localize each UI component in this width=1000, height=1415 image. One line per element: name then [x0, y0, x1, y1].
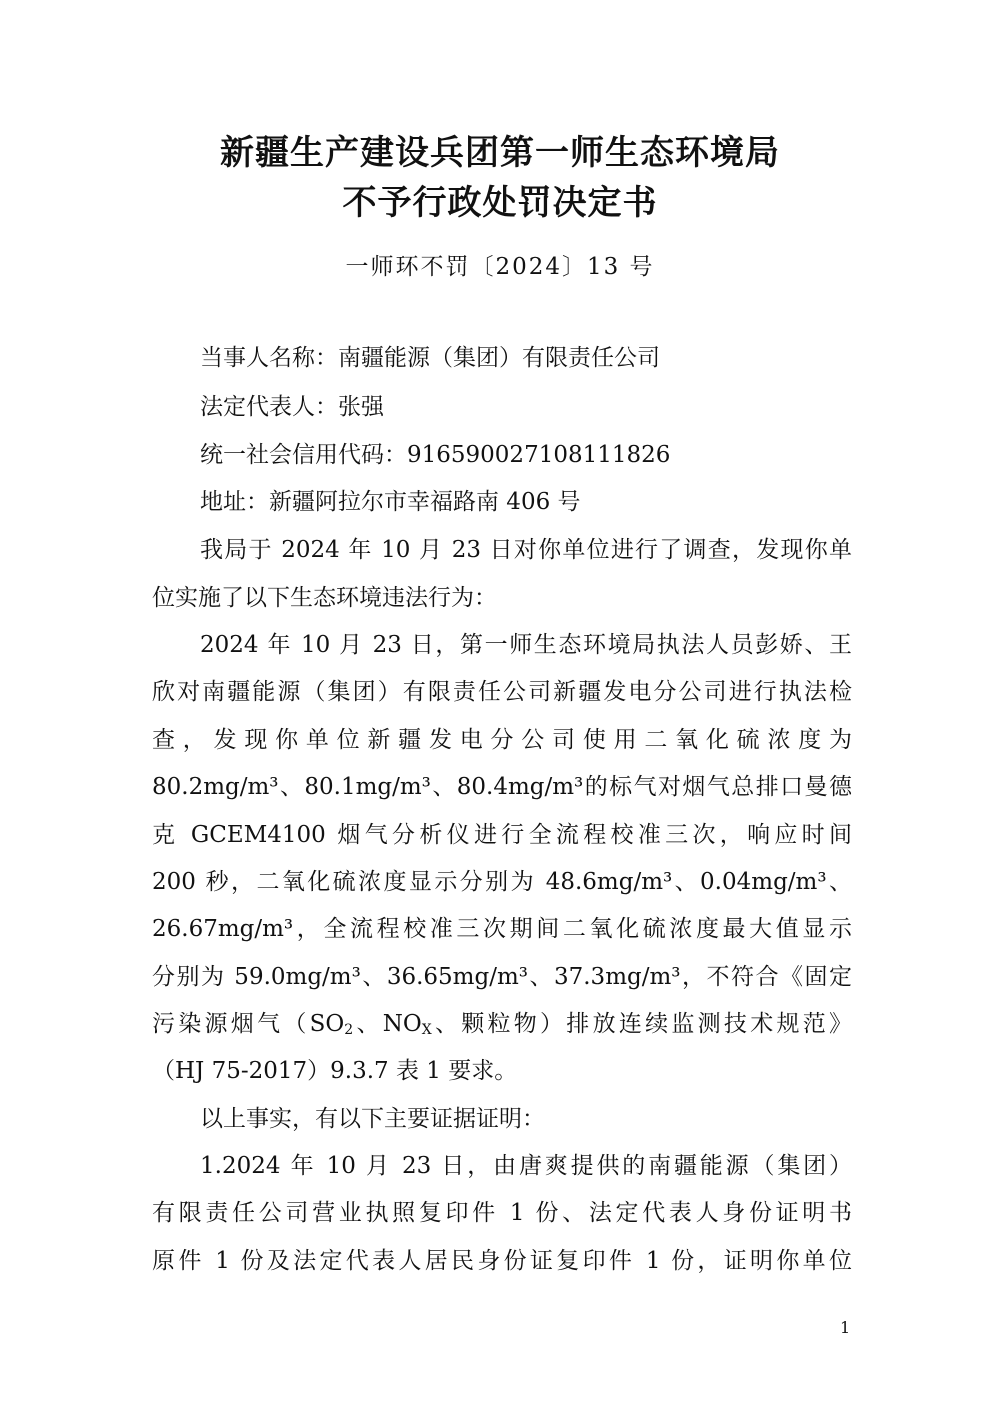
credit-code: 统一社会信用代码：91659002710811182​6	[200, 442, 671, 468]
paragraph-line: 分别为 59.0mg/m³、36.65mg/m³、37.3mg/m³，不符合《固定	[152, 964, 852, 990]
paragraph-line: 200 秒，二氧化硫浓度显示分别为 48.6mg/m³、0.04mg/m³、	[152, 869, 852, 895]
legal-representative: 法定代表人：张强	[200, 394, 384, 420]
paragraph-line: 有限责任公司营业执照复印件 1 份、法定代表人身份证明书	[152, 1200, 852, 1226]
paragraph-line: 欣对南疆能源（集团）有限责任公司新疆发电分公司进行执法检	[152, 679, 852, 705]
paragraph-line: 克 GCEM4100 烟气分析仪进行全流程校准三次，响应时间	[152, 822, 852, 848]
document-number: 一师环不罚〔2024〕13 号	[345, 254, 655, 280]
paragraph-line: 2024 年 10 月 23 日，第一师生态环境局执法人员彭娇、王	[200, 632, 852, 658]
page-number: 1	[840, 1318, 851, 1337]
paragraph-line: 80.2mg/m³、80.1mg/m³、80.4mg/m³的标气对烟气总排口曼德	[152, 774, 852, 800]
paragraph-line: 26.67mg/m³，全流程校准三次期间二氧化硫浓度最大值显示	[152, 916, 852, 942]
address: 地址：新疆阿拉尔市幸福路南 406 号	[200, 489, 581, 515]
paragraph-line: 原件 1 份及法定代表人居民身份证复印件 1 份，证明你单位	[152, 1248, 852, 1274]
paragraph-line: （HJ 75-2017）9.3.7 表 1 要求。	[152, 1058, 518, 1084]
page-title-line2: 不予行政处罚决定书	[342, 183, 658, 223]
paragraph-line-with-subscripts: 污染源烟气（$SO_2$、$NO_X$、颗粒物）排放连续监测技术规范》	[152, 1011, 853, 1038]
paragraph-line: 位实施了以下生态环境违法行为：	[152, 585, 497, 611]
paragraph-line: 1.2024 年 10 月 23 日，由唐爽提供的南疆能源（集团）	[200, 1153, 852, 1179]
party-name: 当事人名称：南疆能源（集团）有限责任公司	[200, 345, 660, 371]
paragraph-line: 查，发现你单位新疆发电分公司使用二氧化硫浓度为	[152, 727, 852, 753]
paragraph-line: 我局于 2024 年 10 月 23 日对你单位进行了调查，发现你单	[200, 537, 852, 563]
page-title-line1: 新疆生产建设兵团第一师生态环境局	[220, 133, 780, 173]
paragraph-line: 以上事实，有以下主要证据证明：	[200, 1106, 545, 1132]
